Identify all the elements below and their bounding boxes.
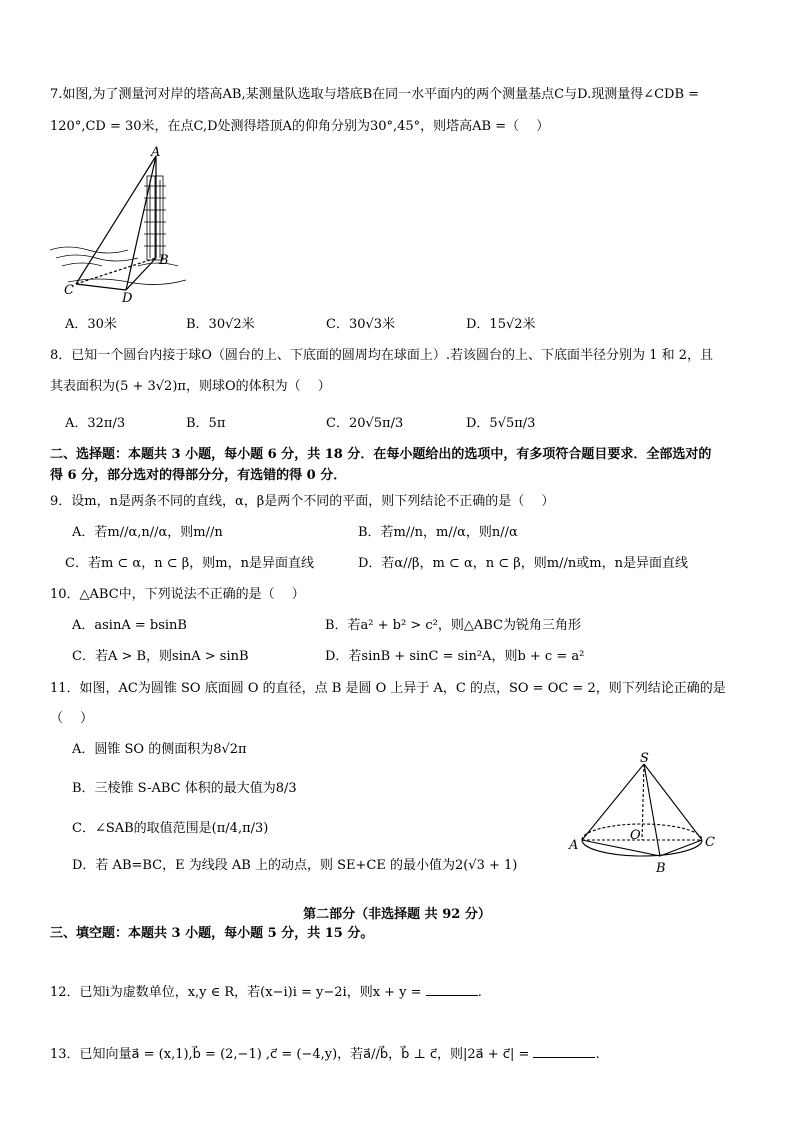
q9-option-a[interactable]: A．若m//α,n//α，则m//n [72,525,223,540]
q11-label-a: A [569,838,579,853]
q11-cone-figure [560,752,730,880]
q10-option-d[interactable]: D．若sinB + sinC = sin²A，则b + c = a² [325,649,585,664]
part2-title: 第二部分（非选择题 共 92 分） [303,907,491,922]
q7-tower-figure [48,146,188,304]
q7-option-d[interactable]: D．15√2米 [466,317,536,332]
q8-line2: 其表面积为(5 + 3√2)π，则球O的体积为（ ） [50,379,331,394]
q10-option-c[interactable]: C．若A > B，则sinA > sinB [72,649,249,664]
q11-line2: （ ） [50,711,94,726]
q8-option-a[interactable]: A．32π/3 [65,416,126,431]
section2-line2: 得 6 分，部分选对的得部分分，有选错的得 0 分． [50,468,347,483]
q13-stem: 13．已知向量a⃗ = (x,1),b⃗ = (2,−1) ,c⃗ = (−4,y)，若a⃗//b⃗，b⃗ ⊥ c⃗，则|2a⃗ + c⃗| = [50,1047,530,1062]
q8-option-c[interactable]: C．20√5π/3 [326,416,404,431]
q7-label-b: B [159,253,169,268]
q9-stem: 9．设m，n是两条不同的直线，α，β是两个不同的平面，则下列结论不正确的是（ ） [50,494,555,509]
q12-stem: 12．已知i为虚数单位，x,y ∈ R，若(x−i)i = y−2i，则x + y = [50,985,422,1000]
q10-option-a[interactable]: A．asinA = bsinB [72,618,187,633]
q7-label-a: A [151,146,161,160]
q12-end: . [477,985,482,1000]
q12-line [50,983,482,1002]
q7-option-a[interactable]: A．30米 [65,317,117,332]
q13-line [50,1045,600,1064]
section3-title: 三、填空题：本题共 3 小题，每小题 5 分，共 15 分。 [50,926,374,941]
q11-label-o: O [630,828,641,843]
q13-answer-blank[interactable] [533,1045,595,1058]
q7-option-b[interactable]: B．30√2米 [186,317,255,332]
q11-label-c: C [705,835,715,850]
q7-option-c[interactable]: C．30√3米 [326,317,396,332]
q7-line1: 7.如图,为了测量河对岸的塔高AB,某测量队选取与塔底B在同一水平面内的两个测量基点C与D.现测量得∠CDB = [50,87,700,102]
q12-answer-blank[interactable] [426,983,478,996]
q10-stem: 10．△ABC中，下列说法不正确的是（ ） [50,587,305,602]
q11-option-a[interactable]: A．圆锥 SO 的侧面积为8√2π [72,742,247,757]
q7-label-d: D [122,291,133,304]
q8-option-b[interactable]: B．5π [186,416,226,431]
q8-line1: 8．已知一个圆台内接于球O（圆台的上、下底面的圆周均在球面上）.若该圆台的上、下底面半径分别为 1 和 2，且 [50,348,714,363]
section2-line1: 二、选择题：本题共 3 小题，每小题 6 分，共 18 分．在每小题给出的选项中，有多项符合题目要求．全部选对的 [50,447,712,462]
q11-label-s: S [640,752,649,766]
q11-option-c[interactable]: C．∠SAB的取值范围是(π/4,π/3) [72,821,269,836]
q11-label-b: B [656,861,666,876]
q7-label-c: C [64,283,74,298]
q11-option-d[interactable]: D．若 AB=BC，E 为线段 AB 上的动点，则 SE+CE 的最小值为2(√3 + 1) [72,858,518,873]
q9-option-d[interactable]: D．若α//β，m ⊂ α，n ⊂ β，则m//n或m，n是异面直线 [358,556,688,571]
q11-option-b[interactable]: B．三棱锥 S-ABC 体积的最大值为8/3 [72,781,297,796]
q8-option-d[interactable]: D．5√5π/3 [466,416,536,431]
q9-option-b[interactable]: B．若m//n，m//α，则n//α [358,525,518,540]
q10-option-b[interactable]: B．若a² + b² > c²，则△ABC为锐角三角形 [325,618,581,633]
q9-option-c[interactable]: C．若m ⊂ α，n ⊂ β，则m，n是异面直线 [65,556,314,571]
q13-end: . [595,1047,600,1062]
q11-line1: 11．如图，AC为圆锥 SO 底面圆 O 的直径，点 B 是圆 O 上异于 A，C 的点，SO = OC = 2，则下列结论正确的是 [50,681,726,696]
q7-line2: 120°,CD = 30米，在点C,D处测得塔顶A的仰角分别为30°,45°，则塔高AB =（ ） [50,119,550,134]
